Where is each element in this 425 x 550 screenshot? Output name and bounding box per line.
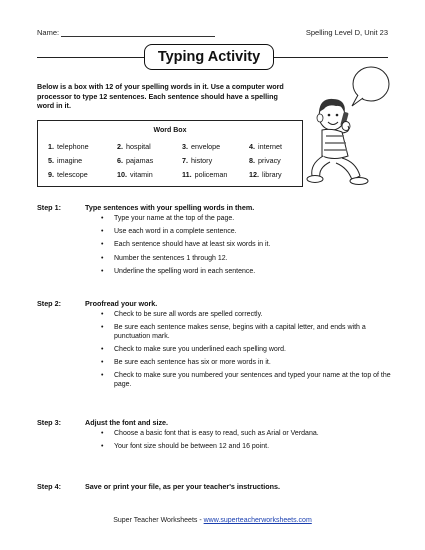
word-item: 3. envelope: [182, 142, 221, 151]
word-item: 9. telescope: [48, 170, 88, 179]
bullet-item: • Underline the spelling word in each sentence.: [99, 268, 394, 277]
spelling-level-label: Spelling Level D, Unit 23: [305, 28, 388, 37]
step-label: Step 1:: [37, 203, 61, 212]
word-item: 8. privacy: [249, 156, 281, 165]
word-item: 12. library: [249, 170, 282, 179]
name-label: Name:: [37, 28, 60, 37]
step-label: Step 4:: [37, 482, 61, 491]
word-item: 5. imagine: [48, 156, 83, 165]
bullet-item: • Use each word in a complete sentence.: [99, 228, 394, 237]
word-box-title: Word Box: [153, 127, 187, 134]
step-bullets: [99, 430, 394, 456]
bullet-item: • Number the sentences 1 through 12.: [99, 255, 394, 264]
bullet-item: • Check to make sure you underlined each spelling word.: [99, 346, 394, 355]
word-item: 1. telephone: [48, 142, 89, 151]
bullet-item: • Check to be sure all words are spelled correctly.: [99, 311, 394, 320]
bullet-item: • Your font size should be between 12 and 16 point.: [99, 443, 394, 452]
name-blank-line: [61, 36, 215, 37]
step-bullets: [99, 311, 394, 394]
step-title: Proofread your work.: [85, 299, 158, 308]
bullet-item: • Be sure each sentence makes sense, begins with a capital letter, and ends with a punctuation mark.: [99, 324, 394, 341]
bullet-item: • Choose a basic font that is easy to read, such as Arial or Verdana.: [99, 430, 394, 439]
footer: [0, 517, 425, 524]
footer-text: Super Teacher Worksheets -: [113, 517, 204, 524]
footer-link[interactable]: www.superteacherworksheets.com: [203, 517, 312, 524]
step-title: Adjust the font and size.: [85, 418, 169, 427]
intro-instructions: Below is a box with 12 of your spelling words in it. Use a computer word processor to type 12 sentences. Each sentence should have a spelling word in it.: [37, 82, 284, 111]
word-item: 6. pajamas: [117, 156, 154, 165]
boy-on-phone-illustration: [298, 64, 398, 194]
word-box: [37, 120, 303, 187]
bullet-item: • Type your name at the top of the page.: [99, 215, 394, 224]
word-item: 11. policeman: [182, 170, 228, 179]
word-item: 4. internet: [249, 142, 282, 151]
bullet-item: • Each sentence should have at least six words in it.: [99, 241, 394, 250]
step-title: Type sentences with your spelling words in them.: [85, 203, 255, 212]
bullet-item: • Check to make sure you numbered your sentences and typed your name at the top of the page.: [99, 372, 394, 389]
step-bullets: [99, 215, 394, 281]
step-title: Save or print your file, as per your teacher's instructions.: [85, 482, 281, 491]
word-item: 7. history: [182, 156, 213, 165]
page-title: Typing Activity: [144, 44, 274, 70]
word-item: 2. hospital: [117, 142, 151, 151]
bullet-item: • Be sure each sentence has six or more words in it.: [99, 359, 394, 368]
word-item: 10. vitamin: [117, 170, 153, 179]
step-label: Step 3:: [37, 418, 61, 427]
step-label: Step 2:: [37, 299, 61, 308]
